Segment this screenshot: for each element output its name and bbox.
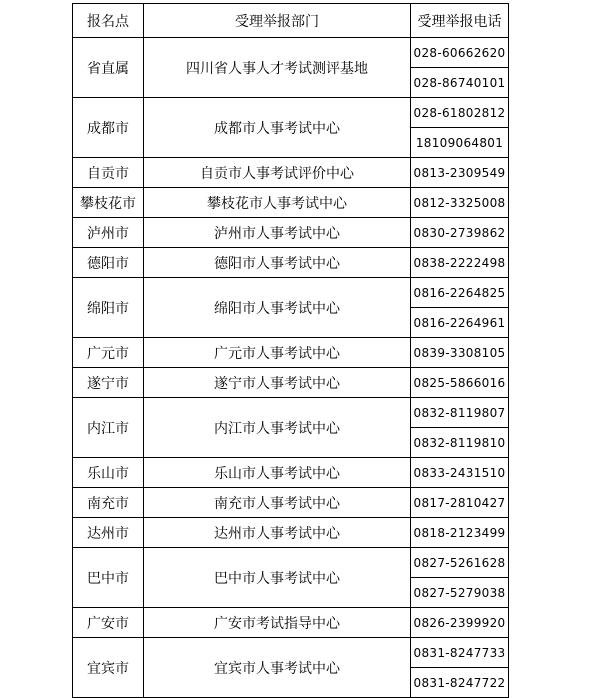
table-body: [73, 38, 509, 698]
site-cell: 德阳市: [73, 248, 144, 278]
phone-cell: 0832-8119810: [411, 428, 509, 458]
header-department: 受理举报部门: [144, 4, 411, 38]
table-row: [73, 458, 509, 488]
department-cell: 达州市人事考试中心: [144, 518, 411, 548]
table-row: [73, 218, 509, 248]
table-header-row: [73, 4, 509, 38]
table-row: [73, 548, 509, 578]
table-row: [73, 608, 509, 638]
table-row: [73, 368, 509, 398]
phone-cell: 0827-5279038: [411, 578, 509, 608]
department-cell: 四川省人事人才考试测评基地: [144, 38, 411, 98]
phone-cell: 0831-8247733: [411, 638, 509, 668]
department-cell: 南充市人事考试中心: [144, 488, 411, 518]
table-row: [73, 398, 509, 428]
table-row: [73, 98, 509, 128]
table-row: [73, 38, 509, 68]
table-row: [73, 158, 509, 188]
department-cell: 宜宾市人事考试中心: [144, 638, 411, 698]
table-row: [73, 638, 509, 668]
phone-cell: 0831-8247722: [411, 668, 509, 698]
site-cell: 广元市: [73, 338, 144, 368]
site-cell: 泸州市: [73, 218, 144, 248]
department-cell: 遂宁市人事考试中心: [144, 368, 411, 398]
department-cell: 泸州市人事考试中心: [144, 218, 411, 248]
site-cell: 乐山市: [73, 458, 144, 488]
site-cell: 绵阳市: [73, 278, 144, 338]
site-cell: 省直属: [73, 38, 144, 98]
phone-cell: 0838-2222498: [411, 248, 509, 278]
department-cell: 乐山市人事考试中心: [144, 458, 411, 488]
site-cell: 内江市: [73, 398, 144, 458]
phone-cell: 0826-2399920: [411, 608, 509, 638]
department-cell: 广安市考试指导中心: [144, 608, 411, 638]
department-cell: 绵阳市人事考试中心: [144, 278, 411, 338]
site-cell: 达州市: [73, 518, 144, 548]
department-cell: 自贡市人事考试评价中心: [144, 158, 411, 188]
table-row: [73, 248, 509, 278]
phone-cell: 0818-2123499: [411, 518, 509, 548]
phone-cell: 0817-2810427: [411, 488, 509, 518]
site-cell: 巴中市: [73, 548, 144, 608]
phone-cell: 0816-2264961: [411, 308, 509, 338]
phone-cell: 028-61802812: [411, 98, 509, 128]
site-cell: 南充市: [73, 488, 144, 518]
site-cell: 遂宁市: [73, 368, 144, 398]
department-cell: 广元市人事考试中心: [144, 338, 411, 368]
phone-cell: 028-86740101: [411, 68, 509, 98]
header-site: 报名点: [73, 4, 144, 38]
phone-cell: 0832-8119807: [411, 398, 509, 428]
table-row: [73, 338, 509, 368]
phone-cell: 0812-3325008: [411, 188, 509, 218]
phone-cell: 0816-2264825: [411, 278, 509, 308]
department-cell: 巴中市人事考试中心: [144, 548, 411, 608]
report-table: [72, 3, 509, 698]
table-row: [73, 518, 509, 548]
site-cell: 成都市: [73, 98, 144, 158]
phone-cell: 0833-2431510: [411, 458, 509, 488]
phone-cell: 0839-3308105: [411, 338, 509, 368]
site-cell: 攀枝花市: [73, 188, 144, 218]
phone-cell: 0827-5261628: [411, 548, 509, 578]
department-cell: 成都市人事考试中心: [144, 98, 411, 158]
phone-cell: 0813-2309549: [411, 158, 509, 188]
table-row: [73, 278, 509, 308]
department-cell: 攀枝花市人事考试中心: [144, 188, 411, 218]
phone-cell: 18109064801: [411, 128, 509, 158]
phone-cell: 028-60662620: [411, 38, 509, 68]
site-cell: 自贡市: [73, 158, 144, 188]
phone-cell: 0825-5866016: [411, 368, 509, 398]
site-cell: 广安市: [73, 608, 144, 638]
site-cell: 宜宾市: [73, 638, 144, 698]
header-phone: 受理举报电话: [411, 4, 509, 38]
department-cell: 内江市人事考试中心: [144, 398, 411, 458]
table-row: [73, 488, 509, 518]
phone-cell: 0830-2739862: [411, 218, 509, 248]
department-cell: 德阳市人事考试中心: [144, 248, 411, 278]
table-row: [73, 188, 509, 218]
